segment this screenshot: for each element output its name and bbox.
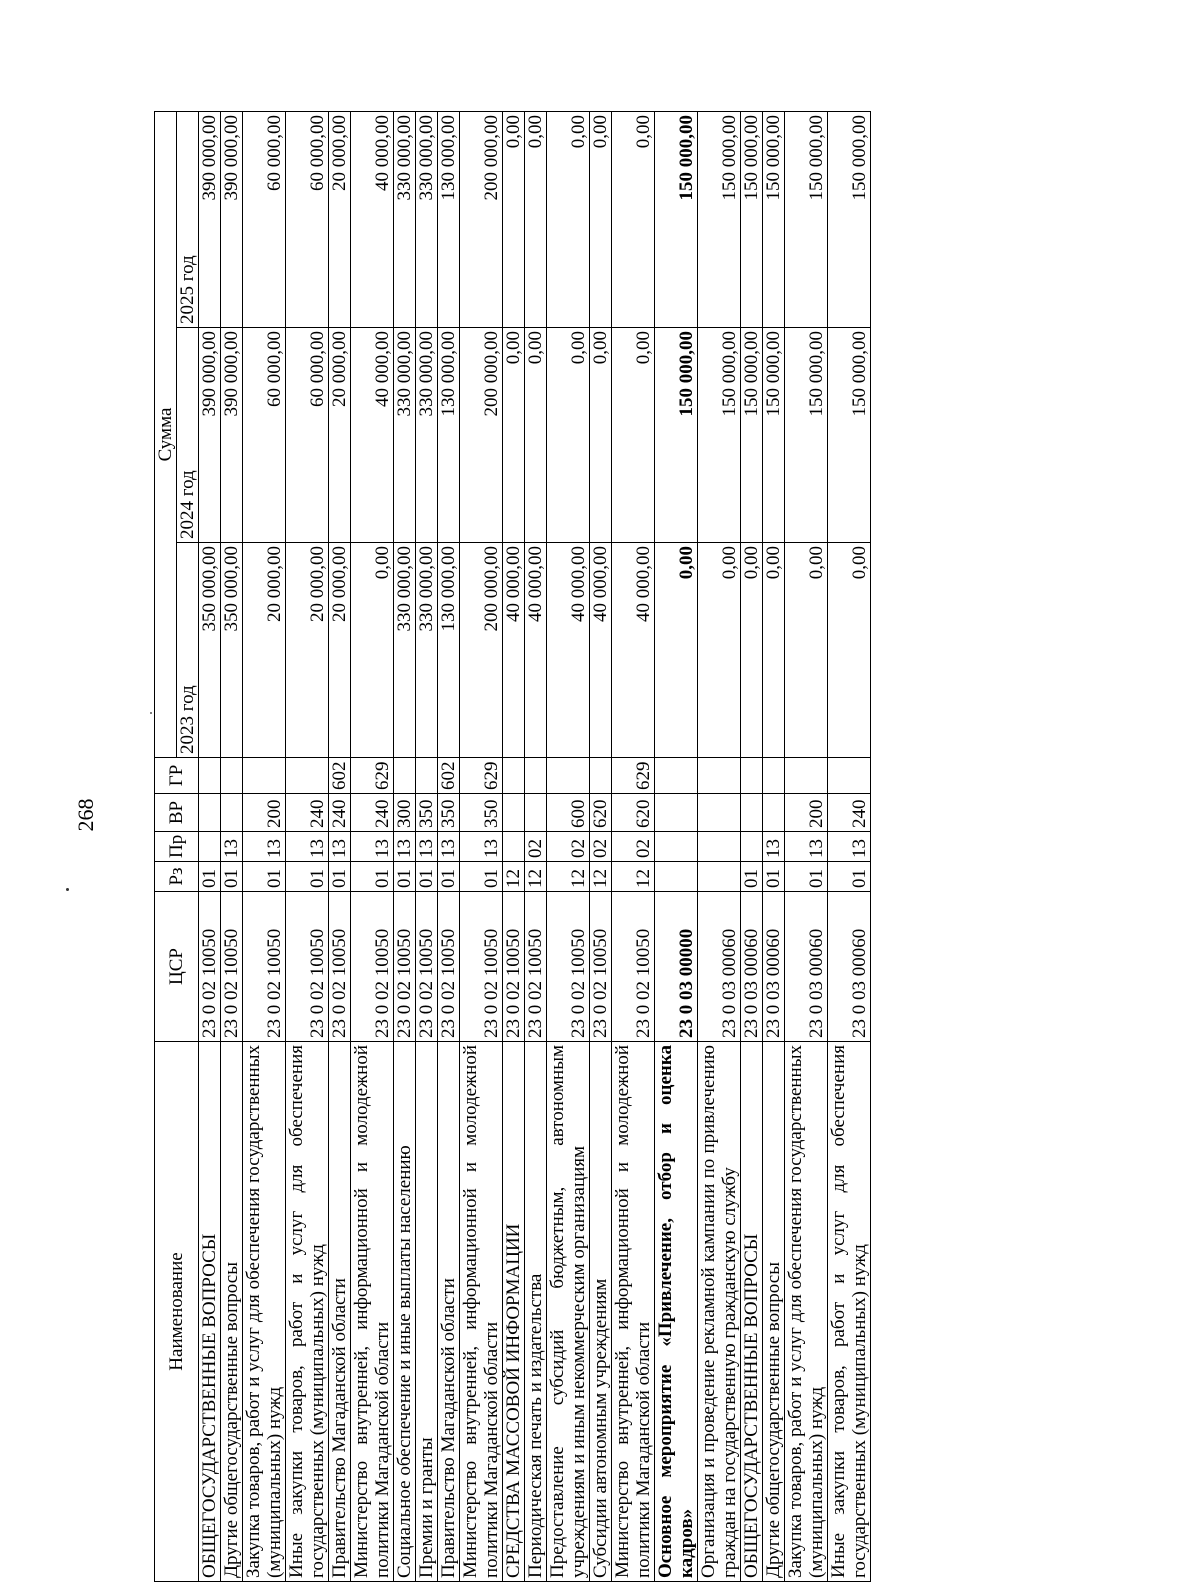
cell-gr: [698, 758, 741, 794]
cell-pr: 13: [785, 832, 828, 862]
header-2024: 2024 год: [177, 328, 199, 543]
cell-name: Субсидии автономным учреждениям: [590, 1042, 612, 1582]
cell-name: ОБЩЕГОСУДАРСТВЕННЫЕ ВОПРОСЫ: [199, 1042, 221, 1582]
cell-rz: 01: [199, 862, 221, 892]
cell-vr: [199, 794, 221, 832]
cell-2023: 0,00: [655, 543, 698, 758]
cell-pr: [655, 832, 698, 862]
cell-2023: 0,00: [785, 543, 828, 758]
table-row: [351, 111, 394, 1581]
cell-name: Министерство внутренней, информационной и молодежной политики Магаданской области: [351, 1042, 394, 1582]
cell-name: Другие общегосударственные вопросы: [221, 1042, 243, 1582]
budget-table: [154, 111, 871, 1582]
cell-2023: 350 000,00: [199, 543, 221, 758]
cell-gr: [199, 758, 221, 794]
cell-vr: 240: [329, 794, 351, 832]
table-row: [655, 111, 698, 1581]
cell-name: Основное мероприятие «Привлечение, отбор и оценка кадров»: [655, 1042, 698, 1582]
cell-2024: 390 000,00: [199, 328, 221, 543]
table-row: [221, 111, 243, 1581]
cell-csr: 23 0 02 10050: [221, 892, 243, 1042]
cell-gr: [416, 758, 438, 794]
cell-name: Социальное обеспечение и иные выплаты населению: [394, 1042, 416, 1582]
cell-vr: [503, 794, 525, 832]
cell-2023: 40 000,00: [525, 543, 547, 758]
scan-speck: [66, 888, 69, 891]
rotated-table-sheet: [154, 112, 1122, 1582]
cell-rz: 12: [503, 862, 525, 892]
cell-vr: 200: [243, 794, 286, 832]
cell-csr: 23 0 03 00060: [763, 892, 785, 1042]
table-row: [503, 111, 525, 1581]
cell-2025: 150 000,00: [763, 111, 785, 327]
header-vr: ВР: [155, 794, 199, 832]
cell-csr: 23 0 02 10050: [590, 892, 612, 1042]
scan-speck: [150, 712, 152, 714]
header-2025: 2025 год: [177, 111, 199, 327]
cell-vr: [698, 794, 741, 832]
table-header: [155, 111, 199, 1581]
cell-gr: [655, 758, 698, 794]
cell-2023: 40 000,00: [547, 543, 590, 758]
cell-2024: 150 000,00: [785, 328, 828, 543]
cell-2024: 150 000,00: [763, 328, 785, 543]
cell-csr: 23 0 02 10050: [547, 892, 590, 1042]
table-row: [199, 111, 221, 1581]
cell-name: Иные закупки товаров, работ и услуг для обеспечения государственных (муниципальных) нужд: [286, 1042, 329, 1582]
table-row: [243, 111, 286, 1581]
header-pr: Пр: [155, 832, 199, 862]
cell-2025: 60 000,00: [243, 111, 286, 327]
cell-gr: [785, 758, 828, 794]
cell-gr: [763, 758, 785, 794]
cell-rz: 01: [785, 862, 828, 892]
cell-pr: 13: [351, 832, 394, 862]
cell-2024: 0,00: [525, 328, 547, 543]
table-row: [547, 111, 590, 1581]
cell-pr: 13: [828, 832, 871, 862]
cell-csr: 23 0 03 00060: [698, 892, 741, 1042]
cell-2024: 60 000,00: [243, 328, 286, 543]
cell-2025: 150 000,00: [785, 111, 828, 327]
cell-name: СРЕДСТВА МАССОВОЙ ИНФОРМАЦИИ: [503, 1042, 525, 1582]
cell-csr: 23 0 02 10050: [503, 892, 525, 1042]
cell-2025: 330 000,00: [394, 111, 416, 327]
cell-csr: 23 0 02 10050: [525, 892, 547, 1042]
cell-csr: 23 0 02 10050: [438, 892, 460, 1042]
table-row: [785, 111, 828, 1581]
table-row: [460, 111, 503, 1581]
cell-2024: 0,00: [503, 328, 525, 543]
cell-csr: 23 0 03 00000: [655, 892, 698, 1042]
cell-2024: 40 000,00: [351, 328, 394, 543]
cell-2025: 40 000,00: [351, 111, 394, 327]
header-gr: ГР: [155, 758, 199, 794]
cell-2025: 150 000,00: [741, 111, 763, 327]
cell-gr: 629: [460, 758, 503, 794]
cell-name: Закупка товаров, работ и услуг для обеспечения государственных (муниципальных) нужд: [243, 1042, 286, 1582]
cell-vr: 350: [460, 794, 503, 832]
cell-gr: [590, 758, 612, 794]
cell-vr: 350: [416, 794, 438, 832]
cell-2023: 0,00: [763, 543, 785, 758]
cell-name: ОБЩЕГОСУДАРСТВЕННЫЕ ВОПРОСЫ: [741, 1042, 763, 1582]
cell-pr: 13: [286, 832, 329, 862]
cell-pr: [199, 832, 221, 862]
cell-vr: 300: [394, 794, 416, 832]
cell-2025: 0,00: [503, 111, 525, 327]
cell-name: Периодическая печать и издательства: [525, 1042, 547, 1582]
cell-2025: 150 000,00: [698, 111, 741, 327]
cell-pr: 13: [460, 832, 503, 862]
cell-2023: 330 000,00: [394, 543, 416, 758]
cell-name: Министерство внутренней, информационной и молодежной политики Магаданской области: [460, 1042, 503, 1582]
cell-gr: [286, 758, 329, 794]
cell-2024: 130 000,00: [438, 328, 460, 543]
cell-vr: 240: [286, 794, 329, 832]
cell-gr: [221, 758, 243, 794]
cell-2023: 200 000,00: [460, 543, 503, 758]
cell-vr: 620: [612, 794, 655, 832]
cell-rz: 01: [243, 862, 286, 892]
table-row: [741, 111, 763, 1581]
cell-rz: 01: [828, 862, 871, 892]
cell-pr: 13: [394, 832, 416, 862]
cell-rz: 01: [286, 862, 329, 892]
cell-2024: 150 000,00: [698, 328, 741, 543]
cell-vr: [741, 794, 763, 832]
cell-vr: [525, 794, 547, 832]
cell-2024: 0,00: [612, 328, 655, 543]
cell-vr: [655, 794, 698, 832]
cell-rz: 01: [416, 862, 438, 892]
cell-rz: 01: [741, 862, 763, 892]
header-2023: 2023 год: [177, 543, 199, 758]
header-rz: Рз: [155, 862, 199, 892]
cell-csr: 23 0 03 00060: [785, 892, 828, 1042]
cell-2025: 390 000,00: [221, 111, 243, 327]
cell-2023: 40 000,00: [503, 543, 525, 758]
cell-csr: 23 0 02 10050: [416, 892, 438, 1042]
cell-pr: 13: [763, 832, 785, 862]
cell-2025: 150 000,00: [828, 111, 871, 327]
cell-2024: 150 000,00: [741, 328, 763, 543]
cell-vr: 200: [785, 794, 828, 832]
cell-rz: 01: [394, 862, 416, 892]
cell-pr: 13: [329, 832, 351, 862]
cell-2025: 150 000,00: [655, 111, 698, 327]
cell-pr: 13: [438, 832, 460, 862]
cell-2023: 330 000,00: [416, 543, 438, 758]
cell-vr: 240: [351, 794, 394, 832]
cell-pr: 13: [416, 832, 438, 862]
cell-gr: 602: [438, 758, 460, 794]
table-body: [199, 111, 871, 1581]
cell-name: Премии и гранты: [416, 1042, 438, 1582]
cell-2024: 390 000,00: [221, 328, 243, 543]
cell-gr: [525, 758, 547, 794]
cell-2023: 20 000,00: [329, 543, 351, 758]
cell-pr: 02: [612, 832, 655, 862]
cell-csr: 23 0 02 10050: [286, 892, 329, 1042]
table-row: [828, 111, 871, 1581]
page-number: 268: [73, 798, 98, 832]
cell-csr: 23 0 02 10050: [351, 892, 394, 1042]
cell-csr: 23 0 02 10050: [243, 892, 286, 1042]
cell-2023: 0,00: [828, 543, 871, 758]
cell-2025: 0,00: [525, 111, 547, 327]
cell-2024: 150 000,00: [655, 328, 698, 543]
cell-csr: 23 0 02 10050: [460, 892, 503, 1042]
cell-gr: [243, 758, 286, 794]
cell-pr: [503, 832, 525, 862]
cell-2024: 330 000,00: [394, 328, 416, 543]
cell-2023: 40 000,00: [590, 543, 612, 758]
cell-csr: 23 0 02 10050: [199, 892, 221, 1042]
cell-rz: 01: [351, 862, 394, 892]
cell-2024: 330 000,00: [416, 328, 438, 543]
table-row: [438, 111, 460, 1581]
cell-vr: 600: [547, 794, 590, 832]
table-row: [329, 111, 351, 1581]
cell-rz: 01: [763, 862, 785, 892]
cell-csr: 23 0 03 00060: [828, 892, 871, 1042]
cell-vr: 620: [590, 794, 612, 832]
cell-csr: 23 0 02 10050: [329, 892, 351, 1042]
cell-2024: 60 000,00: [286, 328, 329, 543]
cell-vr: 240: [828, 794, 871, 832]
cell-gr: [741, 758, 763, 794]
cell-gr: [503, 758, 525, 794]
table-row: [763, 111, 785, 1581]
cell-2025: 130 000,00: [438, 111, 460, 327]
cell-name: Правительство Магаданской области: [329, 1042, 351, 1582]
cell-pr: 02: [590, 832, 612, 862]
cell-2025: 60 000,00: [286, 111, 329, 327]
cell-2024: 0,00: [547, 328, 590, 543]
header-csr: ЦСР: [155, 892, 199, 1042]
cell-rz: 12: [525, 862, 547, 892]
cell-rz: 01: [438, 862, 460, 892]
cell-vr: 350: [438, 794, 460, 832]
table-row: [698, 111, 741, 1581]
cell-2023: 0,00: [741, 543, 763, 758]
cell-2023: 130 000,00: [438, 543, 460, 758]
header-name: Наименование: [155, 1042, 199, 1582]
cell-pr: 13: [221, 832, 243, 862]
table-row: [286, 111, 329, 1581]
cell-2023: 0,00: [351, 543, 394, 758]
cell-gr: 602: [329, 758, 351, 794]
cell-rz: 01: [329, 862, 351, 892]
cell-csr: 23 0 02 10050: [394, 892, 416, 1042]
cell-2025: 390 000,00: [199, 111, 221, 327]
cell-rz: [655, 862, 698, 892]
cell-name: Организация и проведение рекламной кампании по привлечению граждан на государственную гражданскую службу: [698, 1042, 741, 1582]
cell-name: Министерство внутренней, информационной и молодежной политики Магаданской области: [612, 1042, 655, 1582]
cell-2025: 20 000,00: [329, 111, 351, 327]
cell-2024: 200 000,00: [460, 328, 503, 543]
cell-pr: [741, 832, 763, 862]
cell-gr: 629: [351, 758, 394, 794]
cell-gr: 629: [612, 758, 655, 794]
cell-rz: 12: [547, 862, 590, 892]
cell-name: Иные закупки товаров, работ и услуг для обеспечения государственных (муниципальных) нужд: [828, 1042, 871, 1582]
cell-gr: [547, 758, 590, 794]
header-sum: Сумма: [155, 111, 177, 757]
cell-rz: 12: [590, 862, 612, 892]
cell-gr: [394, 758, 416, 794]
cell-gr: [828, 758, 871, 794]
cell-2025: 330 000,00: [416, 111, 438, 327]
cell-name: Закупка товаров, работ и услуг для обеспечения государственных (муниципальных) нужд: [785, 1042, 828, 1582]
cell-csr: 23 0 02 10050: [612, 892, 655, 1042]
cell-rz: 01: [221, 862, 243, 892]
cell-2023: 0,00: [698, 543, 741, 758]
cell-pr: 13: [243, 832, 286, 862]
table-row: [525, 111, 547, 1581]
cell-csr: 23 0 03 00060: [741, 892, 763, 1042]
cell-2025: 0,00: [590, 111, 612, 327]
table-row: [590, 111, 612, 1581]
cell-2023: 350 000,00: [221, 543, 243, 758]
cell-2025: 0,00: [612, 111, 655, 327]
cell-pr: 02: [525, 832, 547, 862]
cell-rz: 12: [612, 862, 655, 892]
cell-2023: 20 000,00: [286, 543, 329, 758]
cell-rz: [698, 862, 741, 892]
cell-pr: 02: [547, 832, 590, 862]
table-row: [612, 111, 655, 1581]
cell-2024: 0,00: [590, 328, 612, 543]
cell-2024: 150 000,00: [828, 328, 871, 543]
cell-2024: 20 000,00: [329, 328, 351, 543]
cell-name: Правительство Магаданской области: [438, 1042, 460, 1582]
cell-2025: 200 000,00: [460, 111, 503, 327]
cell-name: Предоставление субсидий бюджетным, автономным учреждениям и иным некоммерческим организациям: [547, 1042, 590, 1582]
cell-2023: 40 000,00: [612, 543, 655, 758]
cell-2023: 20 000,00: [243, 543, 286, 758]
cell-2025: 0,00: [547, 111, 590, 327]
cell-rz: 01: [460, 862, 503, 892]
cell-pr: [698, 832, 741, 862]
cell-name: Другие общегосударственные вопросы: [763, 1042, 785, 1582]
cell-vr: [763, 794, 785, 832]
cell-vr: [221, 794, 243, 832]
table-row: [394, 111, 416, 1581]
table-row: [416, 111, 438, 1581]
